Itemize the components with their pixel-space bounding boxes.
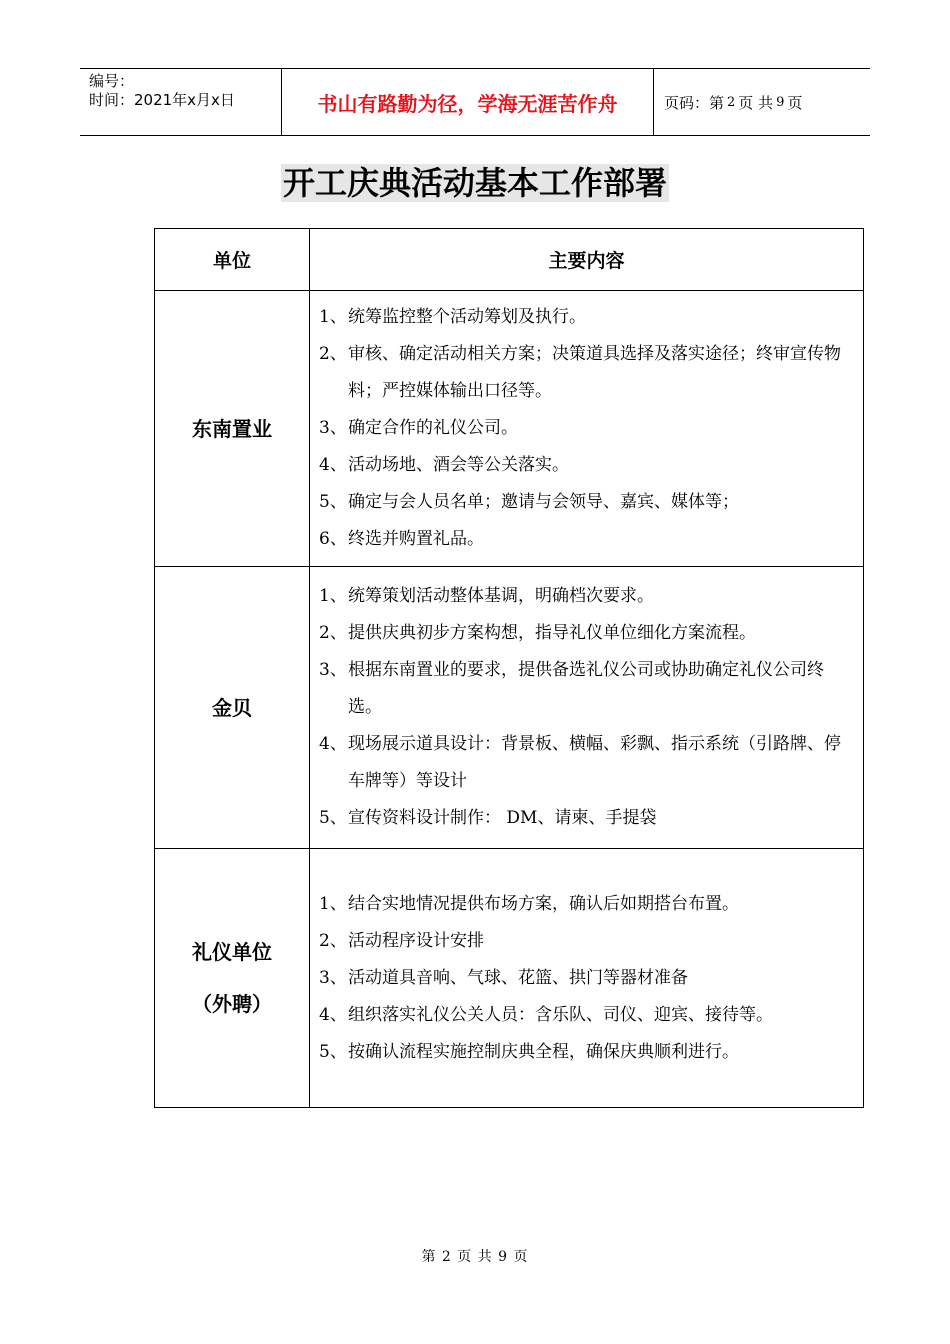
header-content: 主要内容 bbox=[310, 229, 864, 291]
item-number: 3、 bbox=[319, 660, 347, 680]
table-row bbox=[155, 291, 864, 567]
item-text: 组织落实礼仪公关人员：含乐队、司仪、迎宾、接待等。 bbox=[348, 1004, 773, 1025]
list-item bbox=[319, 800, 855, 837]
table-row bbox=[155, 567, 864, 849]
page-total: 9 bbox=[776, 94, 785, 110]
page-footer: 第 2 页 共 9 页 bbox=[421, 1249, 529, 1265]
list-item bbox=[319, 1034, 855, 1071]
list-item bbox=[319, 997, 855, 1034]
unit-cell bbox=[155, 291, 310, 567]
item-text: 宣传资料设计制作： DM、请柬、手提袋 bbox=[348, 808, 657, 828]
unit-cell bbox=[155, 567, 310, 849]
item-number: 6、 bbox=[319, 529, 347, 549]
unit-name: 金贝 bbox=[212, 695, 252, 720]
item-number: 5、 bbox=[319, 492, 347, 512]
header-meta bbox=[80, 69, 282, 135]
list-item bbox=[319, 923, 855, 960]
unit-name: 礼仪单位 bbox=[192, 940, 272, 964]
item-text: 现场展示道具设计：背景板、横幅、彩飘、指示系统（引路牌、停车牌等）等设计 bbox=[348, 734, 841, 791]
time-label: 时间：2021年x月x日 bbox=[89, 91, 235, 109]
item-text: 活动道具音响、气球、花篮、拱门等器材准备 bbox=[348, 967, 688, 988]
list-item bbox=[319, 578, 855, 615]
content-cell bbox=[310, 849, 864, 1108]
list-item bbox=[319, 447, 855, 484]
number-label: 编号： bbox=[89, 72, 135, 90]
document-title-text: 开工庆典活动基本工作部署 bbox=[282, 164, 667, 202]
item-number: 3、 bbox=[319, 418, 347, 438]
table-header-row bbox=[155, 229, 864, 291]
item-number: 5、 bbox=[319, 808, 347, 828]
item-number: 3、 bbox=[319, 967, 347, 988]
document-title bbox=[0, 160, 950, 206]
item-text: 根据东南置业的要求，提供备选礼仪公司或协助确定礼仪公司终选。 bbox=[348, 660, 824, 717]
page-suffix: 页 bbox=[787, 93, 803, 112]
item-text: 活动场地、酒会等公关落实。 bbox=[348, 455, 569, 475]
list-item bbox=[319, 299, 855, 336]
item-text: 活动程序设计安排 bbox=[348, 930, 484, 951]
item-number: 4、 bbox=[319, 1004, 347, 1025]
item-text: 确定与会人员名单；邀请与会领导、嘉宾、媒体等； bbox=[348, 492, 739, 512]
list-item bbox=[319, 652, 855, 726]
item-number: 2、 bbox=[319, 930, 347, 951]
header-motto: 书山有路勤为径，学海无涯苦作舟 bbox=[282, 69, 654, 135]
page-current: 2 bbox=[727, 94, 736, 110]
item-number: 4、 bbox=[319, 455, 347, 475]
item-text: 终选并购置礼品。 bbox=[348, 529, 484, 549]
page-header bbox=[80, 68, 870, 136]
work-table bbox=[154, 228, 864, 1108]
item-number: 1、 bbox=[319, 307, 347, 327]
page-prefix: 页码：第 bbox=[664, 93, 725, 112]
list-item bbox=[319, 615, 855, 652]
item-text: 结合实地情况提供布场方案，确认后如期搭台布置。 bbox=[348, 893, 739, 914]
list-item bbox=[319, 410, 855, 447]
item-number: 1、 bbox=[319, 893, 347, 914]
item-text: 统筹策划活动整体基调，明确档次要求。 bbox=[348, 586, 654, 606]
list-item bbox=[319, 521, 855, 558]
unit-name: 东南置业 bbox=[192, 416, 272, 441]
item-number: 2、 bbox=[319, 344, 347, 364]
list-item bbox=[319, 484, 855, 521]
item-text: 按确认流程实施控制庆典全程，确保庆典顺利进行。 bbox=[348, 1041, 739, 1062]
unit-subtitle: （外聘） bbox=[192, 992, 272, 1016]
page-mid: 页 共 bbox=[738, 93, 774, 112]
item-text: 审核、确定活动相关方案；决策道具选择及落实途径；终审宣传物料；严控媒体输出口径等。 bbox=[348, 344, 841, 401]
item-number: 5、 bbox=[319, 1041, 347, 1062]
item-text: 提供庆典初步方案构想，指导礼仪单位细化方案流程。 bbox=[348, 623, 756, 643]
list-item bbox=[319, 960, 855, 997]
item-text: 统筹监控整个活动筹划及执行。 bbox=[348, 307, 586, 327]
header-unit: 单位 bbox=[155, 229, 310, 291]
item-number: 2、 bbox=[319, 623, 347, 643]
item-text: 确定合作的礼仪公司。 bbox=[348, 418, 518, 438]
list-item bbox=[319, 886, 855, 923]
content-cell bbox=[310, 567, 864, 849]
list-item bbox=[319, 336, 855, 410]
header-page-info bbox=[654, 69, 870, 135]
item-number: 4、 bbox=[319, 734, 347, 754]
table-row bbox=[155, 849, 864, 1108]
list-item bbox=[319, 726, 855, 800]
item-number: 1、 bbox=[319, 586, 347, 606]
content-cell bbox=[310, 291, 864, 567]
unit-cell bbox=[155, 849, 310, 1108]
